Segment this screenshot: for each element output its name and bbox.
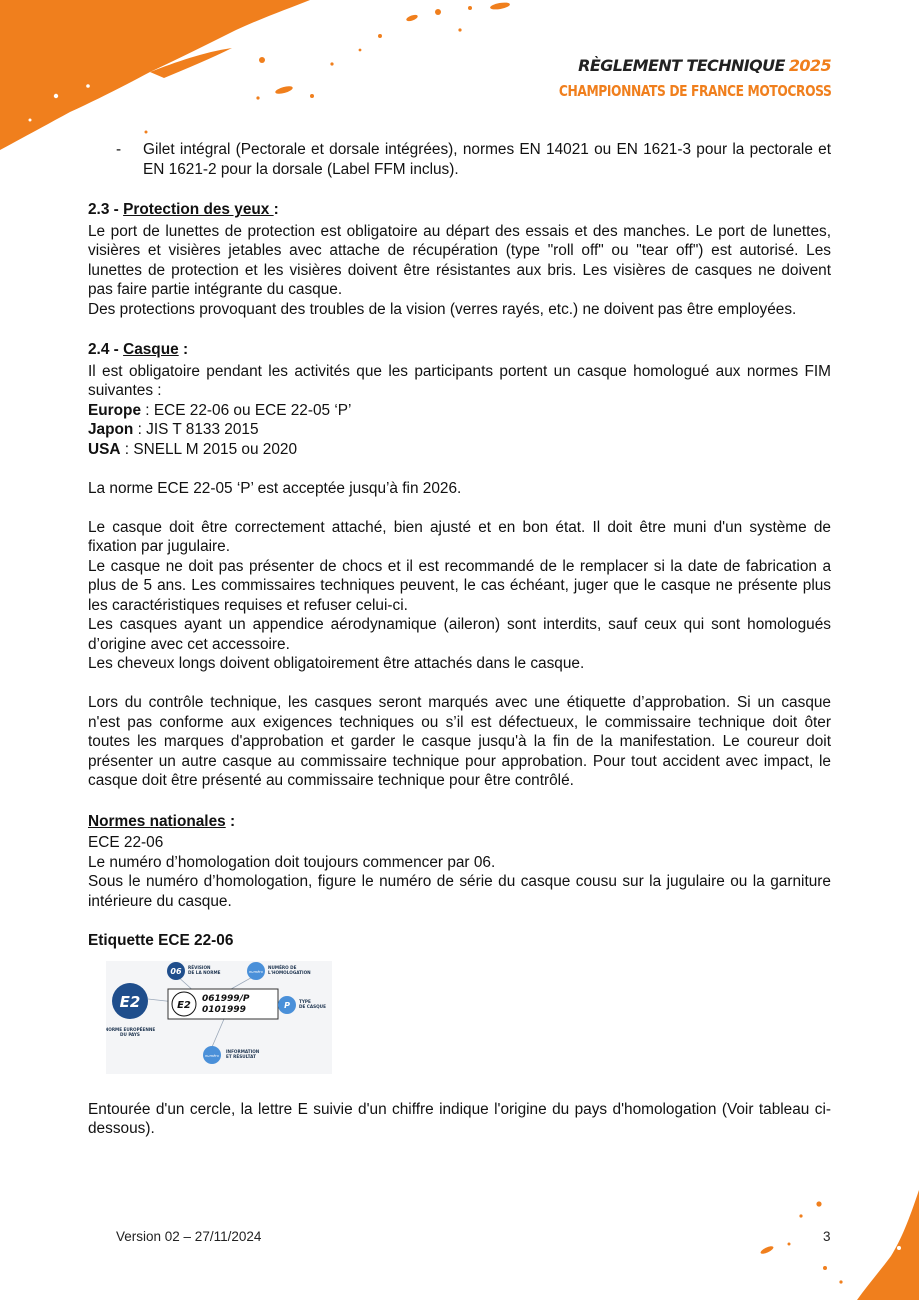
- section-heading-normes-nationales: [88, 812, 831, 832]
- paragraph: Les cheveux longs doivent obligatoirement être attachés dans le casque.: [88, 655, 585, 672]
- document-body: [88, 140, 831, 1139]
- section-heading-2-4: [88, 340, 831, 360]
- paragraph: Le casque ne doit pas présenter de chocs et il est recommandé de le remplacer si la date de fabrication a plus de 5 ans. Les commissaires techniques peuvent, le cas échéant, juger que le casque ne présente plus les caractéristiques requises et refuser celui-ci.: [88, 557, 831, 614]
- badge-06-caption: RÉVISION: [188, 964, 211, 970]
- section-title: Casque: [123, 341, 179, 358]
- badge-numero-bottom-caption: INFORMATION: [226, 1048, 260, 1054]
- paragraph: ECE 22-06: [88, 834, 164, 851]
- norm-value: : ECE 22-06 ou ECE 22-05 ‘P’: [141, 401, 352, 419]
- paragraph: Il est obligatoire pendant les activités que les participants portent un casque homologué aux normes FIM suivantes :: [88, 362, 831, 399]
- paragraph: Sous le numéro d’homologation, figure le numéro de série du casque cousu sur la jugulaire ou la garniture intérieure du casque.: [88, 873, 831, 910]
- badge-numero-top-text: numéro: [249, 969, 263, 974]
- header-subtitle: CHAMPIONNATS DE FRANCE MOTOCROSS: [558, 82, 831, 100]
- norm-region: Japon: [88, 421, 134, 438]
- ece-label-diagram: [106, 961, 332, 1074]
- badge-p-caption: DE CASQUE: [299, 1003, 326, 1009]
- section-colon: :: [273, 201, 279, 218]
- paragraph: Entourée d'un cercle, la lettre E suivie d'un chiffre indique l'origine du pays d'homologation (Voir tableau ci-dessous).: [88, 1100, 831, 1137]
- norm-line-europe: [88, 401, 831, 421]
- label-serial-number: 0101999: [202, 1004, 246, 1015]
- badge-p-text: P: [284, 1000, 290, 1010]
- page-number: 3: [823, 1229, 831, 1244]
- orange-splash-decoration: [0, 0, 520, 160]
- header-year: 2025: [788, 56, 831, 75]
- norm-region: USA: [88, 440, 121, 458]
- badge-06-caption: DE LA NORME: [188, 969, 221, 975]
- label-e2-text: E2: [177, 999, 191, 1011]
- badge-numero-top-caption: NUMÉRO DE: [268, 964, 297, 970]
- section-number: 2.4 -: [88, 341, 124, 358]
- section-heading-etiquette: [88, 931, 831, 951]
- section-heading-2-3: [88, 200, 831, 220]
- label-homologation-number: 061999/P: [202, 993, 250, 1004]
- badge-numero-bottom-caption: ET RÉSULTAT: [226, 1053, 256, 1059]
- badge-p-caption: TYPE: [299, 998, 311, 1004]
- paragraph: Lors du contrôle technique, les casques seront marqués avec une étiquette d’approbation. Si un casque n'est pas conforme aux exigences techniques ou s’il est défectueux, le commissaire technique doit ôter toutes les marques d'approbation et garder le casque jusqu'à la fin de la manifestation. Le coureur doit présenter un autre casque au commissaire technique pour approbation. Pour tout accident avec impact, le casque doit être présenté au commissaire technique pour être contrôlé.: [88, 694, 831, 789]
- paragraph: Le numéro d’homologation doit toujours commencer par 06.: [88, 853, 496, 871]
- badge-numero-bottom-text: numéro: [205, 1053, 219, 1058]
- norm-value: : JIS T 8133 2015: [133, 421, 259, 438]
- bullet-text: Gilet intégral (Pectorale et dorsale intégrées), normes EN 14021 ou EN 1621-3 pour la pectorale et EN 1621-2 pour la dorsale (Label FFM inclus).: [143, 141, 831, 178]
- paragraph: Des protections provoquant des troubles de la vision (verres rayés, etc.) ne doivent pas être employées.: [88, 300, 797, 318]
- section-number: 2.3 -: [88, 201, 124, 218]
- badge-e2-text: E2: [119, 992, 141, 1011]
- list-item: [88, 140, 831, 179]
- badge-numero-top-caption: L'HOMOLOGATION: [268, 969, 311, 975]
- header-title: [578, 56, 831, 75]
- paragraph: Le port de lunettes de protection est obligatoire au départ des essais et des manches. Le port de lunettes, visières et visières jetables avec attache de récupération (type "roll off" ou "tear off") est autorisé. Les lunettes de protection et les visières doivent être résistantes aux bris. Les visières de casques ne doivent pas faire partie intégrante du casque.: [88, 222, 831, 298]
- paragraph: La norme ECE 22-05 ‘P’ est acceptée jusqu’à fin 2026.: [88, 479, 462, 497]
- paragraph: Le casque doit être correctement attaché, bien ajusté et en bon état. Il doit être muni d'un système de fixation par jugulaire.: [88, 518, 831, 555]
- badge-e2-caption: DU PAYS: [120, 1031, 140, 1037]
- header-title-text: RÈGLEMENT TECHNIQUE: [578, 56, 785, 75]
- badge-e2-caption: NORME EUROPÉENNE: [106, 1026, 156, 1032]
- norm-line-usa: [88, 440, 831, 460]
- orange-splash-decoration-bottom: [749, 1190, 919, 1300]
- ece-label-svg: [106, 961, 332, 1074]
- section-colon: :: [178, 341, 189, 358]
- footer-version: Version 02 – 27/11/2024: [116, 1229, 262, 1244]
- section-title: Etiquette ECE 22-06: [88, 932, 234, 949]
- section-title: Normes nationales: [88, 812, 226, 830]
- badge-06-text: 06: [170, 966, 182, 976]
- section-colon: :: [225, 812, 236, 830]
- paragraph: Les casques ayant un appendice aérodynamique (aileron) sont interdits, sauf ceux qui sont homologués d’origine avec cet accessoire.: [88, 616, 831, 653]
- norm-line-japon: [88, 420, 831, 440]
- bullet-dash: -: [116, 141, 122, 158]
- section-title: Protection des yeux: [123, 201, 274, 218]
- norm-region: Europe: [88, 401, 142, 419]
- norm-value: : SNELL M 2015 ou 2020: [120, 440, 298, 458]
